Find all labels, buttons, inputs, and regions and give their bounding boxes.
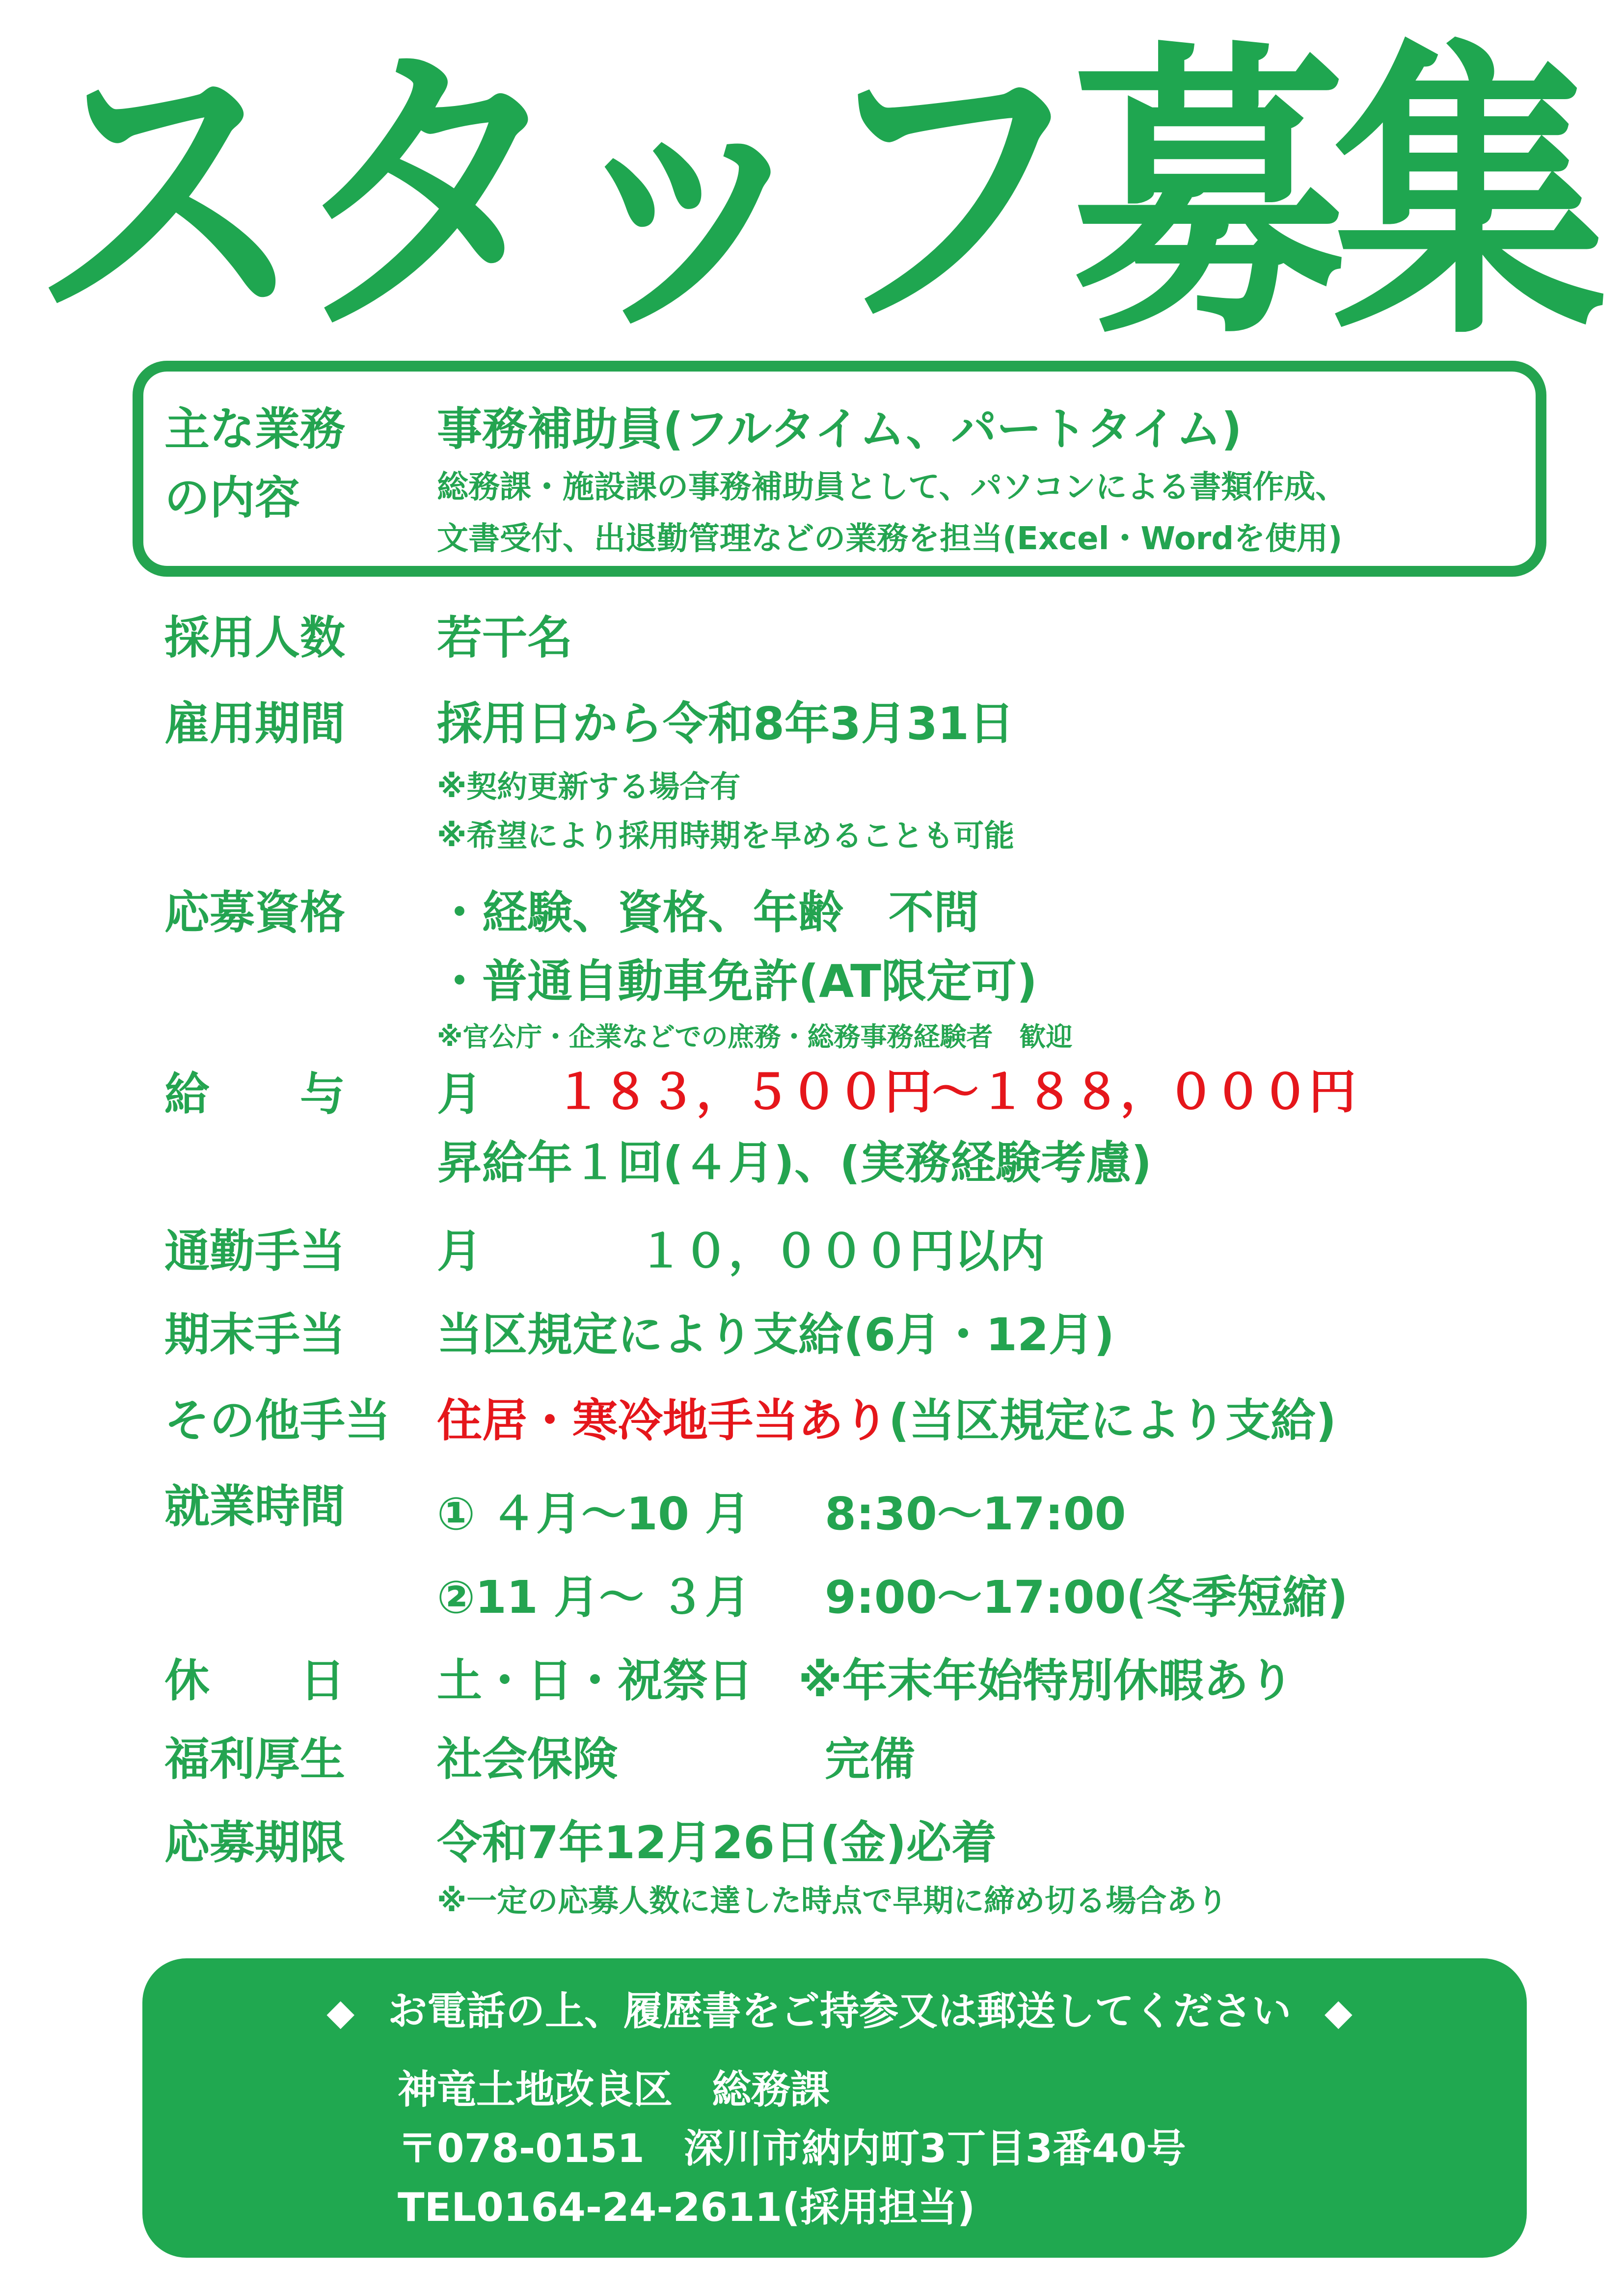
qualification-item-1: ・経験、資格、年齢 不問	[437, 886, 979, 939]
hours-row2-period: ②11 月～ ３月	[437, 1571, 750, 1624]
duties-label-line1: 主な業務	[164, 403, 346, 455]
contact-tel: TEL0164-24-2611(採用担当)	[398, 2185, 975, 2230]
period-note-2: ※希望により採用時期を早めることも可能	[437, 818, 1015, 854]
period-value: 採用日から令和8年3月31日	[437, 697, 1015, 750]
contact-address: 〒078-0151 深川市納内町3丁目3番40号	[398, 2126, 1186, 2171]
deadline-value: 令和7年12月26日(金)必着	[437, 1816, 997, 1869]
bonus-label: 期末手当	[164, 1308, 346, 1361]
duties-desc-line1: 総務課・施設課の事務補助員として、パソコンによる書類作成、	[437, 469, 1347, 506]
hours-row2-time: 9:00～17:00(冬季短縮)	[825, 1571, 1348, 1624]
headcount-value: 若干名	[437, 612, 573, 664]
salary-prefix: 月	[437, 1068, 483, 1121]
welfare-status: 完備	[825, 1733, 916, 1786]
duties-label-line2: の内容	[164, 472, 300, 524]
qualification-item-2: ・普通自動車免許(AT限定可)	[437, 955, 1037, 1008]
commute-prefix: 月	[437, 1225, 483, 1278]
headcount-label: 採用人数	[164, 612, 346, 664]
page-title: スタッフ募集	[31, 17, 1592, 376]
commute-amount: １０，０００円以内	[638, 1225, 1045, 1278]
contact-lead: お電話の上、履歴書をご持参又は郵送してください	[388, 1988, 1291, 2034]
deadline-label: 応募期限	[164, 1816, 346, 1869]
period-note-1: ※契約更新する場合有	[437, 769, 741, 804]
bonus-value: 当区規定により支給(6月・12月)	[437, 1308, 1115, 1361]
commute-label: 通勤手当	[164, 1225, 346, 1278]
other-allowance-value	[437, 1394, 1336, 1448]
welfare-label: 福利厚生	[164, 1733, 346, 1786]
contact-box	[142, 1958, 1527, 2258]
duties-heading: 事務補助員(フルタイム、パートタイム)	[437, 403, 1242, 455]
hours-label: 就業時間	[164, 1480, 346, 1533]
holiday-label: 休 日	[164, 1655, 346, 1707]
diamond-icon: ◆	[1324, 1991, 1352, 2033]
deadline-note: ※一定の応募人数に達した時点で早期に締め切る場合あり	[437, 1883, 1228, 1919]
welfare-value: 社会保険	[437, 1733, 618, 1786]
qualification-note: ※官公庁・企業などでの庶務・総務事務経験者 歓迎	[437, 1021, 1073, 1052]
period-label: 雇用期間	[164, 697, 346, 750]
hours-row1-time: 8:30～17:00	[825, 1488, 1126, 1540]
salary-label: 給 与	[164, 1068, 346, 1121]
other-allowance-label: その他手当	[164, 1394, 391, 1447]
other-allowance-rest: (当区規定により支給)	[889, 1394, 1337, 1447]
hours-row1-period: ① ４月～10 月	[437, 1488, 750, 1540]
salary-amount: １８３，５００円～１８８，０００円	[555, 1065, 1356, 1120]
diamond-icon: ◆	[326, 1991, 355, 2033]
holiday-value: 土・日・祝祭日 ※年末年始特別休暇あり	[437, 1655, 1294, 1707]
salary-raise: 昇給年１回(４月)、(実務経験考慮)	[437, 1137, 1152, 1189]
duties-desc-line2: 文書受付、出退勤管理などの業務を担当(Excel・Wordを使用)	[437, 521, 1343, 557]
contact-lead-row	[255, 1988, 1424, 2036]
qualification-label: 応募資格	[164, 886, 346, 939]
contact-org: 神竜土地改良区 総務課	[398, 2067, 830, 2112]
other-allowance-highlight: 住居・寒冷地手当あり	[437, 1394, 889, 1447]
